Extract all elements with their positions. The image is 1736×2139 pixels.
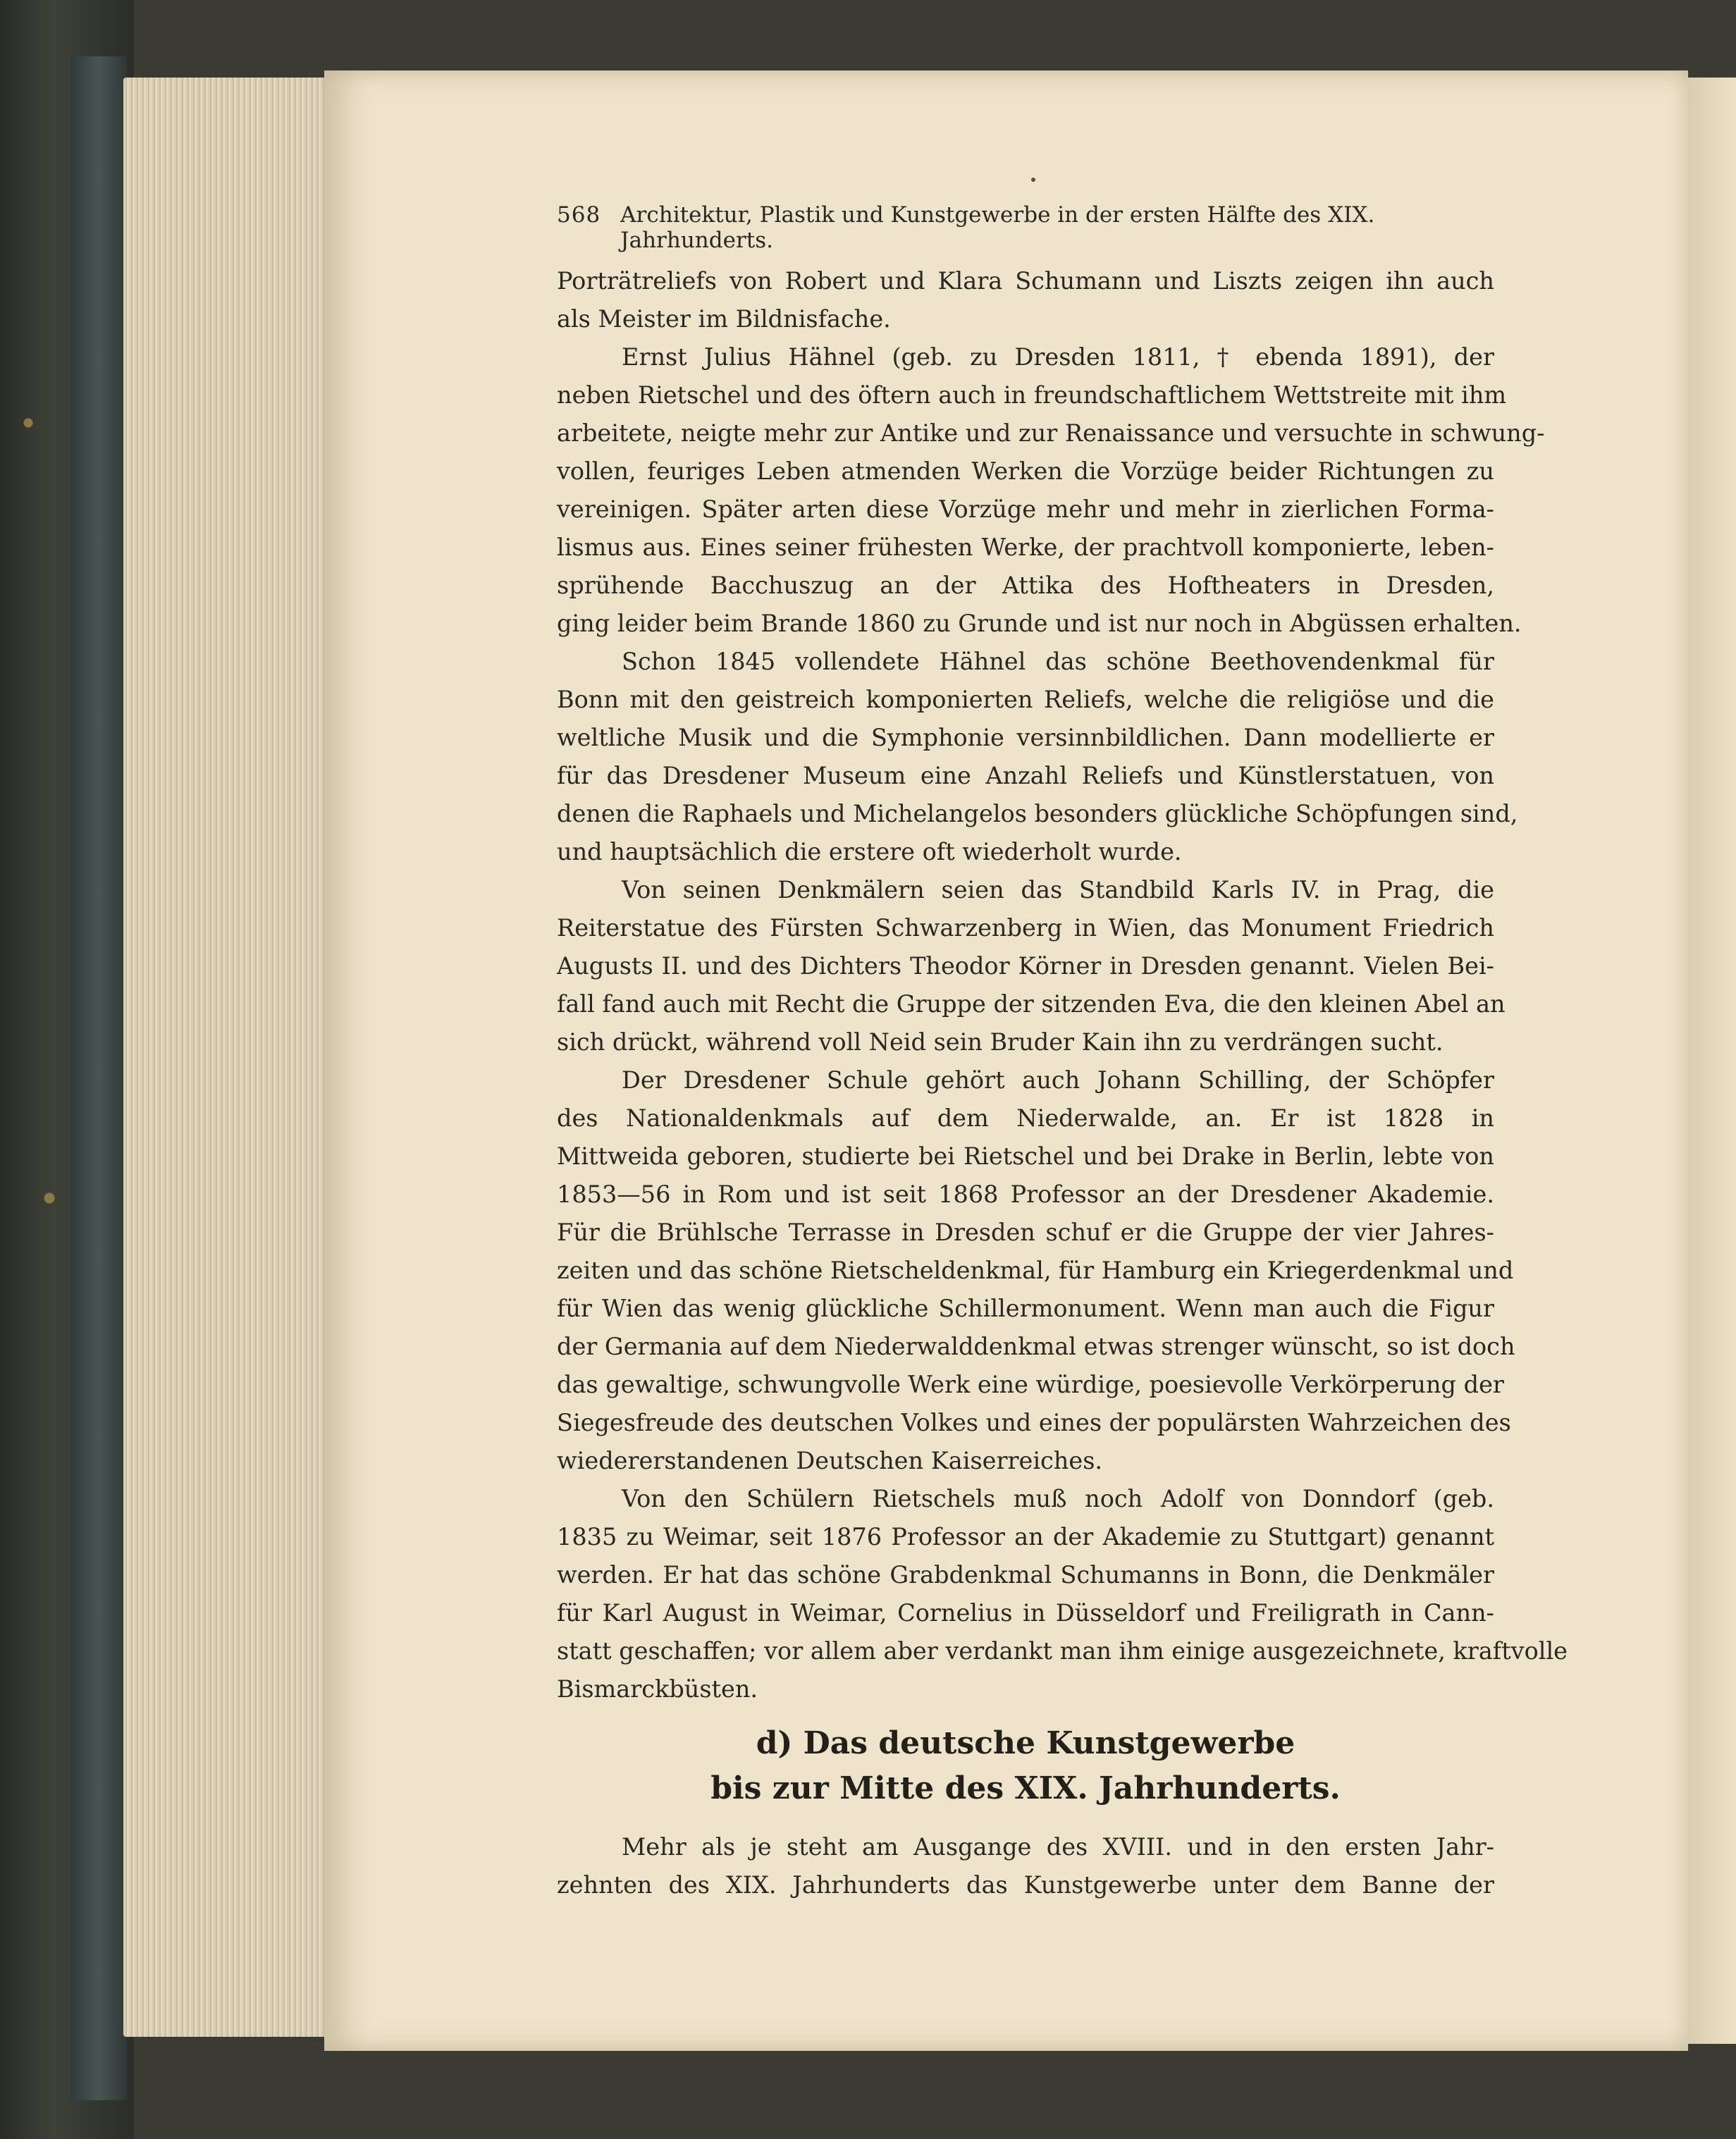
text-line: für Wien das wenig glückliche Schillermonument. Wenn man auch die Figur [557, 1295, 1494, 1322]
print-mark [1031, 178, 1035, 182]
text-line: ging leider beim Brande 1860 zu Grunde und ist nur noch in Abgüssen erhalten. [557, 610, 1522, 637]
text-line: Augusts II. und des Dichters Theodor Körner in Dresden genannt. Vielen Bei- [557, 952, 1494, 980]
text-line: als Meister im Bildnisfache. [557, 305, 891, 333]
text-line: Von den Schülern Rietschels muß noch Adolf von Donndorf (geb. [622, 1485, 1494, 1512]
text-line: neben Rietschel und des öftern auch in freundschaftlichem Wettstreite mit ihm [557, 381, 1507, 409]
text-line: statt geschaffen; vor allem aber verdankt man ihm einige ausgezeichnete, kraftvolle [557, 1637, 1568, 1665]
adjacent-page-edge [1688, 78, 1736, 2044]
text-line: weltliche Musik und die Symphonie versinnbildlichen. Dann modellierte er [557, 724, 1494, 751]
text-line: 1835 zu Weimar, seit 1876 Professor an der Akademie zu Stuttgart) genannt [557, 1523, 1494, 1551]
text-line: Mittweida geboren, studierte bei Rietschel und bei Drake in Berlin, lebte von [557, 1142, 1494, 1170]
text-line: Schon 1845 vollendete Hähnel das schöne Beethovendenkmal für [622, 648, 1494, 675]
text-line: und hauptsächlich die erstere oft wiederholt wurde. [557, 838, 1182, 865]
page-edges [123, 78, 335, 2037]
text-line: für Karl August in Weimar, Cornelius in Düsseldorf und Freiligrath in Cann- [557, 1599, 1494, 1627]
text-line: werden. Er hat das schöne Grabdenkmal Schumanns in Bonn, die Denkmäler [557, 1561, 1494, 1589]
text-line: denen die Raphaels und Michelangelos besonders glückliche Schöpfungen sind, [557, 800, 1518, 827]
text-line: wiedererstandenen Deutschen Kaiserreiches. [557, 1447, 1103, 1474]
text-line: Für die Brühlsche Terrasse in Dresden schuf er die Gruppe der vier Jahres- [557, 1219, 1494, 1246]
text-line: Von seinen Denkmälern seien das Standbild Karls IV. in Prag, die [622, 876, 1494, 904]
text-line: vollen, feuriges Leben atmenden Werken die Vorzüge beider Richtungen zu [557, 457, 1494, 485]
text-line: Ernst Julius Hähnel (geb. zu Dresden 1811, † ebenda 1891), der [622, 343, 1494, 371]
text-line: lismus aus. Eines seiner frühesten Werke, der prachtvoll komponierte, leben- [557, 534, 1494, 561]
text-line: Porträtreliefs von Robert und Klara Schumann und Liszts zeigen ihn auch [557, 267, 1494, 295]
text-line: 1853—56 in Rom und ist seit 1868 Professor an der Dresdener Akademie. [557, 1181, 1494, 1208]
text-line: Reiterstatue des Fürsten Schwarzenberg in Wien, das Monument Friedrich [557, 914, 1494, 942]
book-spine-cloth [70, 56, 127, 2100]
text-line: Siegesfreude des deutschen Volkes und eines der populärsten Wahrzeichen des [557, 1409, 1511, 1436]
running-title: Architektur, Plastik und Kunstgewerbe in der ersten Hälfte des XIX. Jahrhunderts. [620, 202, 1375, 253]
text-line: zeiten und das schöne Rietscheldenkmal, für Hamburg ein Kriegerdenkmal und [557, 1257, 1514, 1284]
text-line: Bonn mit den geistreich komponierten Reliefs, welche die religiöse und die [557, 686, 1494, 713]
text-line: zehnten des XIX. Jahrhunderts das Kunstgewerbe unter dem Banne der [557, 1871, 1494, 1899]
text-line: das gewaltige, schwungvolle Werk eine würdige, poesievolle Verkörperung der [557, 1371, 1504, 1398]
text-line: sprühende Bacchuszug an der Attika des Hoftheaters in Dresden, [557, 572, 1494, 599]
text-line: sich drückt, während voll Neid sein Bruder Kain ihn zu verdrängen sucht. [557, 1028, 1443, 1056]
running-header [557, 202, 1494, 253]
text-line: Der Dresdener Schule gehört auch Johann Schilling, der Schöpfer [622, 1066, 1494, 1094]
text-line: für das Dresdener Museum eine Anzahl Reliefs und Künstlerstatuen, von [557, 762, 1494, 789]
text-line: vereinigen. Später arten diese Vorzüge mehr und mehr in zierlichen Forma- [557, 495, 1494, 523]
text-line: des Nationaldenkmals auf dem Niederwalde, an. Er ist 1828 in [557, 1104, 1494, 1132]
text-line: fall fand auch mit Recht die Gruppe der sitzenden Eva, die den kleinen Abel an [557, 990, 1506, 1018]
page-number: 568 [557, 202, 601, 228]
text-line: arbeitete, neigte mehr zur Antike und zur Renaissance und versuchte in schwung- [557, 419, 1545, 447]
section-heading: d) Das deutsche Kunstgewerbe [756, 1725, 1295, 1761]
text-line: Bismarckbüsten. [557, 1675, 758, 1703]
section-heading-continued: bis zur Mitte des XIX. Jahrhunderts. [710, 1770, 1341, 1806]
text-line: Mehr als je steht am Ausgange des XVIII. und in den ersten Jahr- [622, 1833, 1494, 1861]
text-line: der Germania auf dem Niederwalddenkmal etwas strenger wünscht, so ist doch [557, 1333, 1515, 1360]
body-text [557, 262, 1568, 1904]
